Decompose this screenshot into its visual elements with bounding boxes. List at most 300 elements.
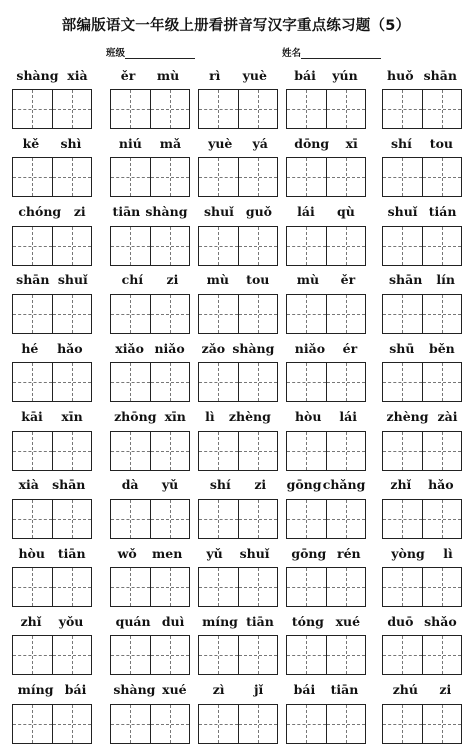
tian-grid-cell[interactable] <box>287 295 326 333</box>
writing-boxes <box>198 362 278 402</box>
writing-boxes <box>12 294 92 334</box>
writing-boxes <box>198 635 278 675</box>
word-item <box>12 134 92 202</box>
tian-grid-cell[interactable] <box>52 158 92 196</box>
writing-boxes <box>110 362 190 402</box>
guide-line-vertical <box>218 636 219 674</box>
guide-line-vertical <box>130 295 131 333</box>
pinyin-syllable: bái <box>64 682 87 698</box>
name-label: 姓名 <box>282 48 302 59</box>
writing-boxes <box>110 89 190 129</box>
tian-grid-cell[interactable] <box>326 500 366 538</box>
tian-grid-cell[interactable] <box>238 568 278 606</box>
word-item <box>382 339 462 407</box>
guide-line-vertical <box>306 432 307 470</box>
guide-line-vertical <box>346 636 347 674</box>
tian-grid-cell[interactable] <box>52 295 92 333</box>
tian-grid-cell[interactable] <box>150 705 190 743</box>
tian-grid-cell[interactable] <box>287 636 326 674</box>
tian-grid-cell[interactable] <box>199 295 238 333</box>
tian-grid-cell[interactable] <box>13 568 52 606</box>
pinyin-syllable: mù <box>206 272 229 288</box>
guide-line-vertical <box>32 432 33 470</box>
word-item <box>110 134 190 202</box>
pinyin-syllable: huǒ <box>387 67 414 83</box>
pinyin-label <box>110 408 190 426</box>
tian-grid-cell[interactable] <box>111 158 150 196</box>
pinyin-label <box>110 271 190 289</box>
tian-grid-cell[interactable] <box>238 295 278 333</box>
pinyin-syllable: shǎo <box>424 613 457 629</box>
tian-grid-cell[interactable] <box>111 227 150 265</box>
tian-grid-cell[interactable] <box>199 363 238 401</box>
tian-grid-cell[interactable] <box>111 295 150 333</box>
tian-grid-cell[interactable] <box>238 158 278 196</box>
tian-grid-cell[interactable] <box>422 568 462 606</box>
tian-grid-cell[interactable] <box>422 432 462 470</box>
guide-line-vertical <box>306 705 307 743</box>
tian-grid-cell[interactable] <box>111 432 150 470</box>
pinyin-label <box>382 476 462 494</box>
pinyin-syllable: yǒu <box>58 613 84 629</box>
word-item <box>110 339 190 407</box>
guide-line-vertical <box>306 158 307 196</box>
word-item <box>110 681 190 749</box>
pinyin-syllable: wǒ <box>117 545 137 561</box>
tian-grid-cell[interactable] <box>199 227 238 265</box>
tian-grid-cell[interactable] <box>326 295 366 333</box>
word-item <box>382 66 462 134</box>
tian-grid-cell[interactable] <box>383 500 422 538</box>
tian-grid-cell[interactable] <box>238 227 278 265</box>
tian-grid-cell[interactable] <box>52 568 92 606</box>
exercise-row <box>0 134 472 202</box>
writing-boxes <box>110 431 190 471</box>
pinyin-syllable: tou <box>246 272 270 288</box>
word-item <box>110 476 190 544</box>
guide-line-vertical <box>72 568 73 606</box>
tian-grid-cell[interactable] <box>13 636 52 674</box>
word-item <box>198 66 278 134</box>
tian-grid-cell[interactable] <box>287 705 326 743</box>
pinyin-label <box>12 339 92 357</box>
tian-grid-cell[interactable] <box>199 432 238 470</box>
tian-grid-cell[interactable] <box>326 568 366 606</box>
pinyin-label <box>110 339 190 357</box>
tian-grid-cell[interactable] <box>13 500 52 538</box>
word-item <box>198 476 278 544</box>
writing-boxes <box>198 704 278 744</box>
pinyin-syllable: niǎo <box>154 340 185 356</box>
pinyin-syllable: rén <box>336 545 361 561</box>
word-item <box>286 271 366 339</box>
pinyin-syllable: zì <box>212 682 225 698</box>
guide-line-vertical <box>346 363 347 401</box>
writing-boxes <box>12 362 92 402</box>
pinyin-syllable: mù <box>156 67 180 83</box>
guide-line-vertical <box>346 227 347 265</box>
tian-grid-cell[interactable] <box>199 705 238 743</box>
tian-grid-cell[interactable] <box>326 432 366 470</box>
word-item <box>198 134 278 202</box>
guide-line-vertical <box>402 568 403 606</box>
tian-grid-cell[interactable] <box>13 705 52 743</box>
guide-line-vertical <box>306 568 307 606</box>
pinyin-syllable: guǒ <box>245 204 273 220</box>
tian-grid-cell[interactable] <box>111 705 150 743</box>
pinyin-syllable: tiān <box>57 545 86 561</box>
writing-boxes <box>12 704 92 744</box>
tian-grid-cell[interactable] <box>326 90 366 128</box>
pinyin-label <box>110 476 190 494</box>
pinyin-label <box>198 66 278 84</box>
pinyin-syllable: hòu <box>294 409 322 424</box>
guide-line-vertical <box>130 432 131 470</box>
guide-line-vertical <box>306 363 307 401</box>
word-item <box>286 66 366 134</box>
word-item <box>110 203 190 271</box>
pinyin-label <box>198 681 278 699</box>
pinyin-label <box>286 681 366 699</box>
pinyin-syllable: gōng <box>286 477 322 493</box>
tian-grid-cell[interactable] <box>383 432 422 470</box>
tian-grid-cell[interactable] <box>150 568 190 606</box>
tian-grid-cell[interactable] <box>111 90 150 128</box>
tian-grid-cell[interactable] <box>52 500 92 538</box>
pinyin-syllable: yuè <box>208 135 233 151</box>
pinyin-label <box>198 134 278 152</box>
word-item <box>12 612 92 680</box>
tian-grid-cell[interactable] <box>199 500 238 538</box>
tian-grid-cell[interactable] <box>52 636 92 674</box>
pinyin-syllable: dà <box>121 477 139 493</box>
guide-line-vertical <box>72 295 73 333</box>
guide-line-vertical <box>402 227 403 265</box>
word-item <box>12 544 92 612</box>
pinyin-syllable: hǎo <box>57 340 83 356</box>
tian-grid-cell[interactable] <box>326 363 366 401</box>
guide-line-vertical <box>218 158 219 196</box>
tian-grid-cell[interactable] <box>238 636 278 674</box>
tian-grid-cell[interactable] <box>13 90 52 128</box>
pinyin-syllable: zhú <box>392 682 418 698</box>
tian-grid-cell[interactable] <box>199 90 238 128</box>
tian-grid-cell[interactable] <box>383 158 422 196</box>
exercise-row <box>0 408 472 476</box>
exercise-row <box>0 339 472 407</box>
pinyin-syllable: lín <box>436 272 455 288</box>
pinyin-syllable: mù <box>296 272 320 288</box>
pinyin-label <box>382 408 462 426</box>
pinyin-syllable: shàng <box>16 67 59 83</box>
pinyin-label <box>12 66 92 84</box>
guide-line-vertical <box>32 636 33 674</box>
pinyin-syllable: yá <box>252 135 268 151</box>
guide-line-vertical <box>32 295 33 333</box>
guide-line-vertical <box>32 363 33 401</box>
guide-line-vertical <box>306 90 307 128</box>
guide-line-vertical <box>170 295 171 333</box>
pinyin-syllable: xī <box>345 135 358 151</box>
writing-boxes <box>286 431 366 471</box>
word-item <box>110 408 190 476</box>
tian-grid-cell[interactable] <box>238 90 278 128</box>
pinyin-syllable: hǎo <box>428 477 454 493</box>
tian-grid-cell[interactable] <box>111 636 150 674</box>
tian-grid-cell[interactable] <box>13 227 52 265</box>
guide-line-vertical <box>258 636 259 674</box>
pinyin-syllable: xià <box>67 67 88 83</box>
tian-grid-cell[interactable] <box>150 636 190 674</box>
tian-grid-cell[interactable] <box>326 158 366 196</box>
pinyin-syllable: kāi <box>21 409 43 424</box>
tian-grid-cell[interactable] <box>238 432 278 470</box>
writing-boxes <box>382 226 462 266</box>
word-item <box>198 612 278 680</box>
guide-line-vertical <box>402 705 403 743</box>
word-item <box>382 544 462 612</box>
tian-grid-cell[interactable] <box>52 227 92 265</box>
tian-grid-cell[interactable] <box>199 568 238 606</box>
guide-line-vertical <box>402 432 403 470</box>
guide-line-vertical <box>346 158 347 196</box>
tian-grid-cell[interactable] <box>422 705 462 743</box>
guide-line-vertical <box>72 158 73 196</box>
guide-line-vertical <box>130 500 131 538</box>
guide-line-vertical <box>130 227 131 265</box>
pinyin-syllable: qù <box>337 204 355 220</box>
tian-grid-cell[interactable] <box>150 158 190 196</box>
pinyin-label <box>198 544 278 562</box>
pinyin-label <box>198 612 278 630</box>
tian-grid-cell[interactable] <box>287 568 326 606</box>
tian-grid-cell[interactable] <box>111 568 150 606</box>
guide-line-vertical <box>170 568 171 606</box>
tian-grid-cell[interactable] <box>238 363 278 401</box>
writing-boxes <box>286 499 366 539</box>
tian-grid-cell[interactable] <box>52 432 92 470</box>
guide-line-vertical <box>346 90 347 128</box>
pinyin-label <box>12 271 92 289</box>
tian-grid-cell[interactable] <box>287 363 326 401</box>
tian-grid-cell[interactable] <box>422 90 462 128</box>
tian-grid-cell[interactable] <box>150 90 190 128</box>
pinyin-syllable: shuǐ <box>387 204 418 220</box>
tian-grid-cell[interactable] <box>287 158 326 196</box>
exercise-row <box>0 66 472 134</box>
tian-grid-cell[interactable] <box>422 636 462 674</box>
guide-line-vertical <box>32 227 33 265</box>
pinyin-syllable: gōng <box>291 545 327 561</box>
pinyin-syllable: lái <box>339 409 358 424</box>
tian-grid-cell[interactable] <box>383 636 422 674</box>
guide-line-vertical <box>218 568 219 606</box>
tian-grid-cell[interactable] <box>287 432 326 470</box>
guide-line-vertical <box>442 432 443 470</box>
writing-boxes <box>12 567 92 607</box>
pinyin-label <box>12 134 92 152</box>
word-item <box>12 203 92 271</box>
tian-grid-cell[interactable] <box>287 500 326 538</box>
writing-boxes <box>382 635 462 675</box>
pinyin-syllable: dōng <box>294 135 330 151</box>
exercise-row <box>0 612 472 680</box>
writing-boxes <box>382 294 462 334</box>
writing-boxes <box>286 704 366 744</box>
pinyin-syllable: bái <box>293 682 316 698</box>
guide-line-vertical <box>72 432 73 470</box>
guide-line-vertical <box>442 705 443 743</box>
tian-grid-cell[interactable] <box>13 158 52 196</box>
pinyin-syllable: yuè <box>242 67 267 83</box>
pinyin-syllable: rì <box>209 67 221 83</box>
pinyin-syllable: zi <box>439 682 452 698</box>
guide-line-vertical <box>442 90 443 128</box>
word-item <box>198 339 278 407</box>
tian-grid-cell[interactable] <box>52 705 92 743</box>
guide-line-vertical <box>130 568 131 606</box>
pinyin-syllable: shuǐ <box>203 204 234 220</box>
tian-grid-cell[interactable] <box>383 705 422 743</box>
pinyin-label <box>286 203 366 221</box>
tian-grid-cell[interactable] <box>13 432 52 470</box>
pinyin-label <box>382 134 462 152</box>
writing-boxes <box>110 226 190 266</box>
pinyin-syllable: xué <box>162 682 187 698</box>
word-item <box>382 203 462 271</box>
guide-line-vertical <box>72 500 73 538</box>
tian-grid-cell[interactable] <box>326 636 366 674</box>
pinyin-syllable: duì <box>161 613 185 629</box>
pinyin-label <box>12 612 92 630</box>
writing-boxes <box>382 704 462 744</box>
pinyin-syllable: yún <box>332 67 358 83</box>
tian-grid-cell[interactable] <box>383 90 422 128</box>
guide-line-vertical <box>402 500 403 538</box>
guide-line-vertical <box>442 636 443 674</box>
pinyin-syllable: tián <box>428 204 457 220</box>
pinyin-syllable: shàng <box>113 682 156 698</box>
tian-grid-cell[interactable] <box>422 158 462 196</box>
pinyin-syllable: tiān <box>112 204 141 220</box>
tian-grid-cell[interactable] <box>150 500 190 538</box>
writing-boxes <box>110 157 190 197</box>
tian-grid-cell[interactable] <box>383 363 422 401</box>
pinyin-syllable: zǎo <box>201 340 226 356</box>
writing-boxes <box>382 567 462 607</box>
guide-line-vertical <box>218 432 219 470</box>
word-item <box>286 681 366 749</box>
tian-grid-cell[interactable] <box>150 432 190 470</box>
tian-grid-cell[interactable] <box>287 90 326 128</box>
pinyin-syllable: míng <box>202 613 238 629</box>
guide-line-vertical <box>442 500 443 538</box>
guide-line-vertical <box>258 90 259 128</box>
tian-grid-cell[interactable] <box>422 295 462 333</box>
pinyin-label <box>286 66 366 84</box>
writing-boxes <box>110 499 190 539</box>
guide-line-vertical <box>170 90 171 128</box>
tian-grid-cell[interactable] <box>150 227 190 265</box>
guide-line-vertical <box>130 90 131 128</box>
tian-grid-cell[interactable] <box>238 500 278 538</box>
exercise-row <box>0 203 472 271</box>
pinyin-syllable: tóng <box>291 613 324 629</box>
pinyin-syllable: míng <box>17 682 54 698</box>
pinyin-syllable: zi <box>254 477 267 493</box>
tian-grid-cell[interactable] <box>150 295 190 333</box>
pinyin-label <box>110 612 190 630</box>
tian-grid-cell[interactable] <box>13 363 52 401</box>
pinyin-label <box>110 203 190 221</box>
tian-grid-cell[interactable] <box>238 705 278 743</box>
tian-grid-cell[interactable] <box>422 227 462 265</box>
guide-line-vertical <box>442 568 443 606</box>
guide-line-vertical <box>170 705 171 743</box>
pinyin-syllable: ěr <box>120 67 136 83</box>
pinyin-syllable: niǎo <box>294 340 326 356</box>
guide-line-vertical <box>258 363 259 401</box>
tian-grid-cell[interactable] <box>52 90 92 128</box>
exercise-row <box>0 271 472 339</box>
word-item <box>198 271 278 339</box>
word-item <box>382 271 462 339</box>
guide-line-vertical <box>346 705 347 743</box>
tian-grid-cell[interactable] <box>199 158 238 196</box>
tian-grid-cell[interactable] <box>287 227 326 265</box>
guide-line-vertical <box>130 158 131 196</box>
writing-boxes <box>198 226 278 266</box>
tian-grid-cell[interactable] <box>13 295 52 333</box>
word-item <box>382 612 462 680</box>
guide-line-vertical <box>72 705 73 743</box>
pinyin-syllable: yòng <box>391 545 425 561</box>
guide-line-vertical <box>306 500 307 538</box>
pinyin-syllable: lì <box>443 545 453 561</box>
pinyin-label <box>382 271 462 289</box>
tian-grid-cell[interactable] <box>111 500 150 538</box>
guide-line-vertical <box>402 363 403 401</box>
writing-boxes <box>382 89 462 129</box>
guide-line-vertical <box>346 568 347 606</box>
guide-line-vertical <box>32 705 33 743</box>
pinyin-label <box>286 476 366 494</box>
pinyin-syllable: hòu <box>18 545 45 561</box>
tian-grid-cell[interactable] <box>422 500 462 538</box>
tian-grid-cell[interactable] <box>199 636 238 674</box>
tian-grid-cell[interactable] <box>326 705 366 743</box>
word-item <box>198 203 278 271</box>
tian-grid-cell[interactable] <box>111 363 150 401</box>
tian-grid-cell[interactable] <box>326 227 366 265</box>
writing-boxes <box>198 294 278 334</box>
tian-grid-cell[interactable] <box>383 295 422 333</box>
tian-grid-cell[interactable] <box>383 227 422 265</box>
writing-boxes <box>286 226 366 266</box>
tian-grid-cell[interactable] <box>422 363 462 401</box>
writing-boxes <box>382 157 462 197</box>
pinyin-label <box>198 271 278 289</box>
guide-line-vertical <box>32 500 33 538</box>
writing-boxes <box>286 567 366 607</box>
guide-line-vertical <box>218 90 219 128</box>
pinyin-syllable: zài <box>437 409 458 424</box>
tian-grid-cell[interactable] <box>150 363 190 401</box>
tian-grid-cell[interactable] <box>383 568 422 606</box>
writing-boxes <box>110 635 190 675</box>
pinyin-syllable: xīn <box>61 409 83 424</box>
tian-grid-cell[interactable] <box>52 363 92 401</box>
